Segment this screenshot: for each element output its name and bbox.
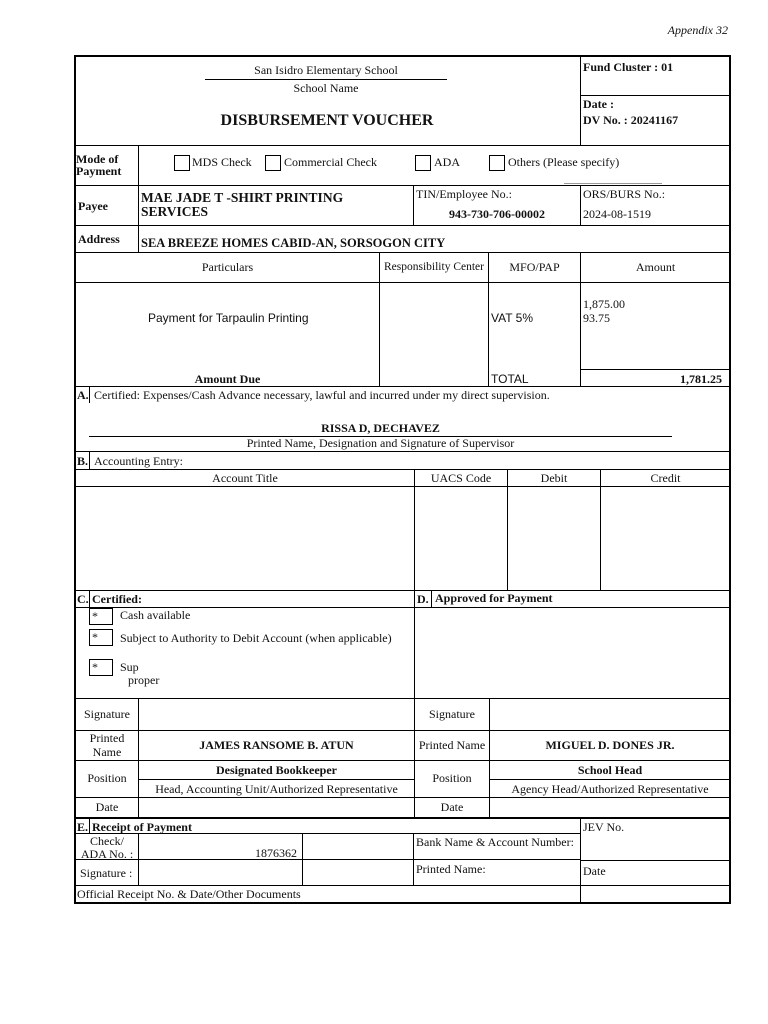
section-b-title: Accounting Entry: bbox=[94, 454, 183, 468]
address-label: Address bbox=[78, 232, 120, 246]
signature-label-left: Signature bbox=[84, 707, 130, 721]
section-e-title: Receipt of Payment bbox=[92, 820, 192, 834]
total-amount: 1,781.25 bbox=[680, 372, 722, 386]
school-head-name: MIGUEL D. DONES JR. bbox=[545, 738, 675, 752]
printed-name-label-left: Printed Name bbox=[89, 731, 125, 759]
official-receipt-label: Official Receipt No. & Date/Other Documents bbox=[77, 887, 301, 901]
bookkeeper-name: JAMES RANSOME B. ATUN bbox=[199, 738, 354, 752]
school-name: San Isidro Elementary School bbox=[254, 63, 398, 77]
ors-label: ORS/BURS No.: bbox=[583, 187, 666, 201]
section-b-letter: B. bbox=[77, 454, 89, 468]
section-d-letter: D. bbox=[417, 592, 429, 606]
supporting-docs-mark-box[interactable]: * bbox=[89, 659, 113, 676]
date-label: Date : bbox=[583, 97, 614, 111]
school-head-role: Agency Head/Authorized Representative bbox=[511, 782, 709, 796]
others-label: Others (Please specify) bbox=[508, 155, 620, 169]
col-mfo-pap: MFO/PAP bbox=[509, 260, 560, 274]
col-particulars: Particulars bbox=[201, 260, 254, 274]
check-number: 1876362 bbox=[255, 846, 297, 860]
fund-cluster: Fund Cluster : 01 bbox=[583, 60, 674, 74]
supervisor-name: RISSA D, DECHAVEZ bbox=[321, 421, 440, 435]
col-responsibility-center: Responsibility Center bbox=[384, 261, 484, 273]
section-a-certification: Certified: Expenses/Cash Advance necessary, lawful and incurred under my direct supervision. bbox=[94, 388, 550, 402]
form-border-top bbox=[74, 55, 731, 57]
receipt-date-label: Date bbox=[583, 864, 606, 878]
gross-amount: 1,875.00 bbox=[583, 297, 625, 311]
form-border-bottom bbox=[74, 902, 731, 904]
receipt-printed-name-label: Printed Name: bbox=[416, 862, 486, 876]
col-debit: Debit bbox=[540, 471, 568, 485]
section-d-title: Approved for Payment bbox=[435, 591, 553, 605]
supporting-docs-label-line2: proper bbox=[128, 673, 160, 687]
debit-authority-mark-box[interactable]: * bbox=[89, 629, 113, 646]
others-checkbox[interactable] bbox=[489, 155, 505, 171]
cash-available-mark-box[interactable]: * bbox=[89, 608, 113, 625]
section-a-letter: A. bbox=[77, 388, 89, 402]
mode-of-payment-label: Mode of Payment bbox=[76, 152, 122, 178]
debit-authority-label: Subject to Authority to Debit Account (when applicable) bbox=[120, 631, 392, 645]
payee-label: Payee bbox=[78, 199, 108, 213]
section-c-letter: C. bbox=[77, 592, 89, 606]
date-label-left: Date bbox=[95, 800, 119, 814]
supervisor-caption: Printed Name, Designation and Signature of Supervisor bbox=[246, 436, 515, 450]
tin-label: TIN/Employee No.: bbox=[416, 187, 512, 201]
total-label: TOTAL bbox=[491, 372, 529, 386]
amount-due-label: Amount Due bbox=[194, 372, 261, 386]
commercial-check-label: Commercial Check bbox=[284, 155, 377, 169]
school-head-position: School Head bbox=[577, 763, 643, 777]
ada-checkbox[interactable] bbox=[415, 155, 431, 171]
jev-number-label: JEV No. bbox=[583, 820, 625, 834]
payee-name: MAE JADE T -SHIRT PRINTING SERVICES bbox=[141, 190, 344, 219]
particulars-description: Payment for Tarpaulin Printing bbox=[148, 311, 309, 325]
col-credit: Credit bbox=[650, 471, 681, 485]
vat-label: VAT 5% bbox=[491, 311, 534, 325]
section-c-title: Certified: bbox=[92, 592, 142, 606]
commercial-check-checkbox[interactable] bbox=[265, 155, 281, 171]
bookkeeper-role: Head, Accounting Unit/Authorized Representative bbox=[155, 782, 398, 796]
dv-number: DV No. : 20241167 bbox=[583, 113, 679, 127]
form-title: DISBURSEMENT VOUCHER bbox=[220, 112, 434, 129]
appendix-label: Appendix 32 bbox=[667, 23, 728, 37]
receipt-signature-label: Signature : bbox=[80, 866, 133, 880]
date-label-right: Date bbox=[440, 800, 464, 814]
col-amount: Amount bbox=[635, 260, 676, 274]
mds-check-checkbox[interactable] bbox=[174, 155, 190, 171]
printed-name-label-right: Printed Name bbox=[418, 738, 486, 752]
mds-check-label: MDS Check bbox=[192, 155, 252, 169]
supporting-docs-label: Sup bbox=[120, 660, 139, 674]
position-label-right: Position bbox=[432, 771, 472, 785]
check-ada-label: Check/ ADA No. : bbox=[80, 834, 134, 861]
section-e-letter: E. bbox=[77, 820, 89, 834]
bank-account-label: Bank Name & Account Number: bbox=[416, 835, 574, 849]
ada-label: ADA bbox=[434, 155, 460, 169]
ors-value: 2024-08-1519 bbox=[583, 207, 651, 221]
col-account-title: Account Title bbox=[212, 471, 278, 485]
bookkeeper-position: Designated Bookkeeper bbox=[216, 763, 337, 777]
col-uacs-code: UACS Code bbox=[430, 471, 492, 485]
address-value: SEA BREEZE HOMES CABID-AN, SORSOGON CITY bbox=[141, 236, 446, 250]
position-label-left: Position bbox=[87, 771, 127, 785]
signature-label-right: Signature bbox=[429, 707, 475, 721]
cash-available-label: Cash available bbox=[120, 608, 191, 622]
school-name-caption: School Name bbox=[293, 81, 359, 95]
vat-amount: 93.75 bbox=[583, 311, 610, 325]
tin-value: 943-730-706-00002 bbox=[449, 207, 545, 221]
